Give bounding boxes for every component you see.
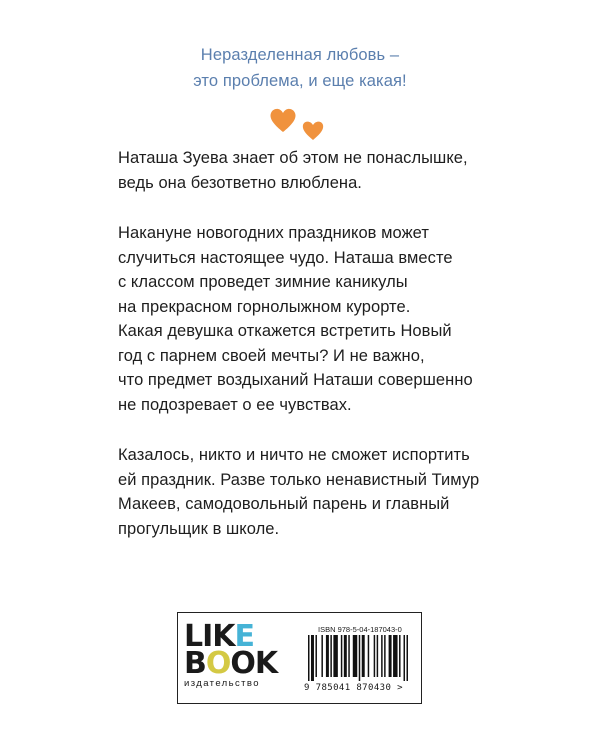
barcode-bar xyxy=(353,635,357,677)
barcode-bar xyxy=(359,635,360,681)
barcode-bar xyxy=(311,635,314,681)
paragraph-1 xyxy=(118,146,498,195)
likebook-logo xyxy=(184,619,294,689)
text-line: Казалось, никто и ничто не сможет испортить xyxy=(118,446,470,464)
publisher-box xyxy=(177,612,422,704)
barcode-bar xyxy=(330,635,331,677)
text-line: не подозревает о ее чувствах. xyxy=(118,395,352,414)
blurb-text xyxy=(118,146,498,567)
text-line: на прекрасном горнолыжном курорте. xyxy=(118,297,411,316)
barcode-bar xyxy=(341,635,342,677)
text-line: прогульщик в школе. xyxy=(118,519,280,538)
barcode-bar xyxy=(399,635,400,677)
tagline xyxy=(0,42,600,94)
logo-row-2 xyxy=(184,646,294,681)
two-hearts-icon xyxy=(269,104,329,144)
text-line: Наташа Зуева знает об этом не понаслышке, xyxy=(118,149,468,167)
text-line: ведь она безответно влюблена. xyxy=(118,173,362,192)
barcode-bar xyxy=(393,635,397,677)
barcode-bar xyxy=(321,635,322,677)
text-line: Макеев, самодовольный парень и главный xyxy=(118,495,450,513)
barcode-bar xyxy=(315,635,316,677)
text-line: Какая девушка откажется встретить Новый xyxy=(118,322,452,340)
barcode-bar xyxy=(407,635,408,681)
barcode-digits: 9 785041 870430 > xyxy=(304,683,403,693)
barcode-bar xyxy=(377,635,378,677)
logo-text: LIK xyxy=(184,619,235,654)
barcode-bar xyxy=(348,635,349,677)
text-line: Накануне новогодних праздников может xyxy=(118,224,429,242)
barcode-bar xyxy=(333,635,337,677)
barcode-bar xyxy=(326,635,329,677)
text-line: год с парнем своей мечты? И не важно, xyxy=(118,346,425,365)
text-line: с классом проведет зимние каникулы xyxy=(118,273,408,291)
text-line: случиться настоящее чудо. Наташа вместе xyxy=(118,248,453,267)
logo-text-accent: E xyxy=(234,619,255,654)
barcode-bar xyxy=(308,635,309,681)
barcode-bar xyxy=(384,635,385,677)
tagline-line-2: это проблема, и еще какая! xyxy=(193,72,407,90)
logo-text: OK xyxy=(230,646,278,681)
barcode-bar xyxy=(368,635,369,677)
barcode-bar xyxy=(362,635,365,677)
paragraph-2 xyxy=(118,221,498,417)
logo-text: B xyxy=(184,646,206,681)
text-line: ей праздник. Разве только ненавистный Тимур xyxy=(118,470,480,489)
tagline-line-1: Неразделенная любовь – xyxy=(200,46,400,64)
barcode-bar xyxy=(381,635,382,677)
barcode-bar xyxy=(344,635,347,677)
text-line: что предмет воздыханий Наташи совершенно xyxy=(118,371,473,389)
barcode-bar xyxy=(374,635,375,677)
logo-text-accent: O xyxy=(205,646,231,681)
barcode-bar xyxy=(389,635,392,677)
paragraph-3 xyxy=(118,443,498,541)
isbn-label: ISBN 978-5-04-187043-0 xyxy=(318,625,402,634)
barcode-bar xyxy=(404,635,405,681)
logo-subtitle: издательство xyxy=(184,678,260,689)
barcode xyxy=(308,635,408,681)
